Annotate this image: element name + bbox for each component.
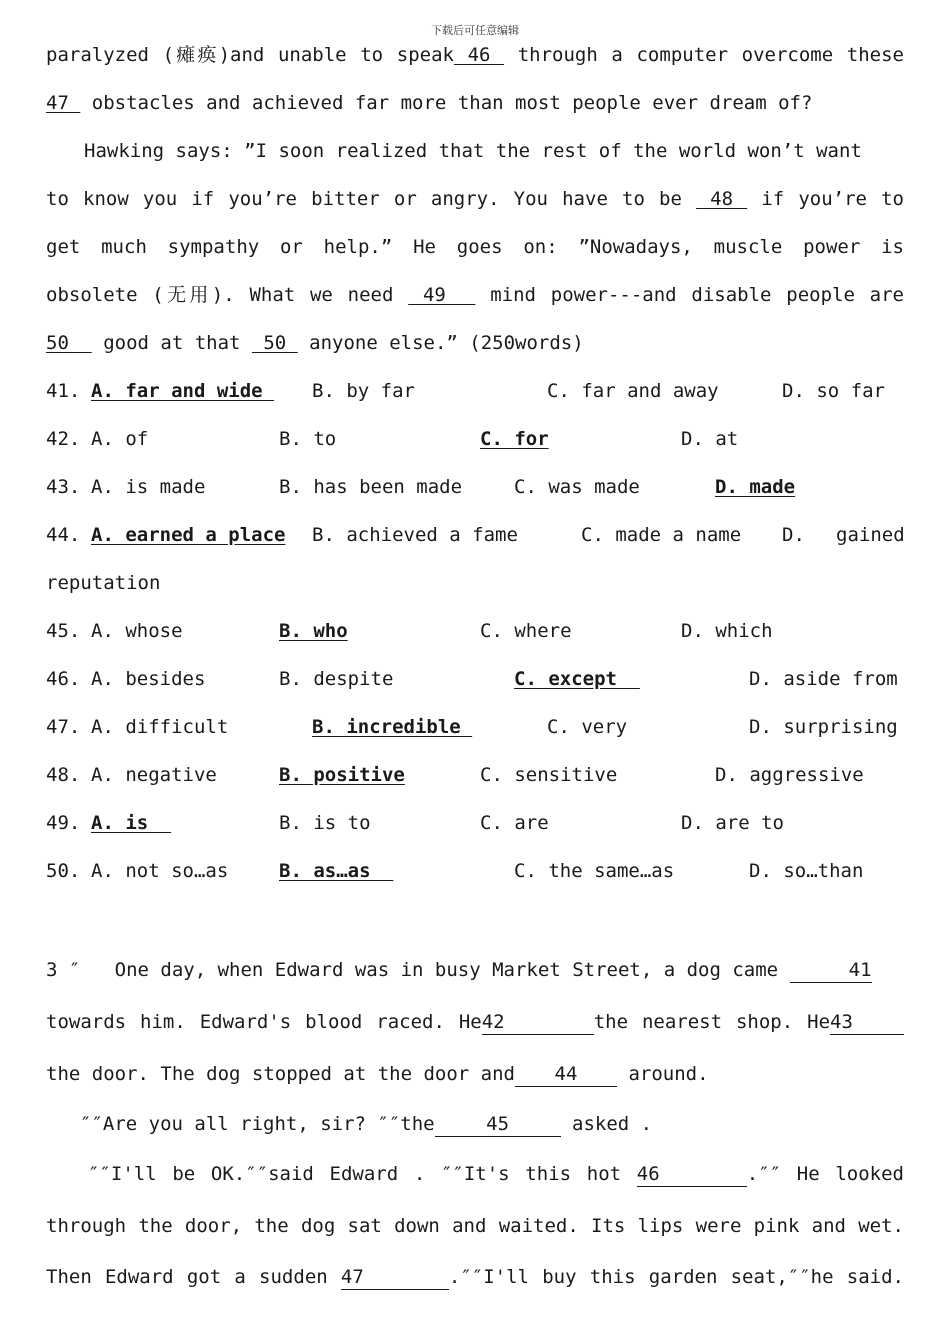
question-number: 43. — [46, 476, 81, 498]
passage-line: ″″Are you all right, sir? ″″the 45 asked . — [80, 1113, 653, 1135]
option-d-text: gained — [836, 524, 905, 546]
passage-line: to know you if you’re bitter or angry. You have to be 48 if you’re to — [46, 188, 904, 210]
option-b: B. to — [279, 428, 337, 450]
option-a: A. besides — [91, 668, 206, 690]
question-row — [46, 763, 904, 787]
blank-50: 50 — [251, 332, 298, 354]
option-b: B. as…as — [279, 860, 394, 882]
passage-line: Hawking says: ”I soon realized that the rest of the world won’t want — [84, 140, 862, 162]
question-row — [46, 859, 904, 883]
blank-43: 43 — [830, 1010, 904, 1035]
option-a: A. whose — [91, 620, 183, 642]
option-c: C. are — [480, 812, 549, 834]
option-d: D. so…than — [749, 860, 864, 882]
question-number: 48. — [46, 764, 81, 786]
option-d: D. aggressive — [715, 764, 864, 786]
blank-45: 45 — [435, 1112, 561, 1137]
option-a: A. of — [91, 428, 149, 450]
passage-line: 50 good at that 50 anyone else.” (250words) — [46, 332, 584, 354]
blank-46: 46 — [453, 44, 505, 66]
option-b: B. who — [279, 620, 348, 642]
question-row — [46, 715, 904, 739]
passage-line: 47 obstacles and achieved far more than most people ever dream of? — [46, 92, 813, 114]
option-c: C. made a name — [581, 524, 742, 546]
passage-line: obsolete (无用). What we need 49 mind power---and disable people are — [46, 284, 904, 306]
option-b: B. is to — [279, 812, 371, 834]
blank-50: 50 — [46, 332, 92, 354]
passage-line: paralyzed (瘫痪)and unable to speak 46 through a computer overcome these — [46, 44, 904, 66]
blank-48: 48 — [696, 188, 748, 210]
option-d: D. so far — [782, 380, 885, 402]
question-number: 41. — [46, 380, 81, 402]
question-row — [46, 427, 904, 451]
option-d: D. made — [715, 476, 796, 498]
option-c: C. the same…as — [514, 860, 675, 882]
option-b: B. positive — [279, 764, 405, 786]
option-a: A. not so…as — [91, 860, 229, 882]
option-c: C. for — [480, 428, 549, 450]
option-a: A. earned a place — [91, 524, 286, 546]
question-row — [46, 811, 904, 835]
question-row — [46, 379, 904, 403]
question-number: 42. — [46, 428, 81, 450]
passage-line: the door. The dog stopped at the door and 44 around. — [46, 1063, 709, 1085]
option-b: B. incredible — [312, 716, 473, 738]
blank-44: 44 — [515, 1062, 617, 1087]
question-row — [46, 475, 904, 499]
question-row — [46, 523, 904, 547]
option-d: D. aside from — [749, 668, 898, 690]
option-a: A. is — [91, 812, 172, 834]
option-b: B. achieved a fame — [312, 524, 518, 546]
option-c: C. was made — [514, 476, 640, 498]
blank-47: 47 — [46, 92, 81, 114]
question-number: 47. — [46, 716, 81, 738]
option-d: D. which — [681, 620, 773, 642]
blank-49: 49 — [408, 284, 476, 306]
passage-line: through the door, the dog sat down and waited. Its lips were pink and wet. — [46, 1215, 904, 1237]
question-continuation: reputation — [46, 572, 161, 594]
option-c: C. except — [514, 668, 640, 690]
passage-line: Then Edward got a sudden 47 .″″I'll buy this garden seat,″″he said. — [46, 1266, 904, 1288]
option-c: C. where — [480, 620, 572, 642]
question-row — [46, 619, 904, 643]
option-d: D. are to — [681, 812, 784, 834]
blank-41: 41 — [790, 958, 872, 983]
option-d: D. surprising — [749, 716, 898, 738]
question-number: 49. — [46, 812, 81, 834]
passage-line: towards him. Edward's blood raced. He42 the nearest shop. He43 — [46, 1010, 904, 1034]
option-a: A. far and wide — [91, 380, 275, 402]
option-b: B. by far — [312, 380, 415, 402]
question-row — [46, 667, 904, 691]
option-d: D. — [782, 524, 805, 546]
question-number: 50. — [46, 860, 81, 882]
blank-42: 42 — [482, 1010, 594, 1035]
option-b: B. has been made — [279, 476, 463, 498]
blank-47: 47 — [341, 1265, 449, 1290]
blank-46: 46 — [637, 1162, 747, 1187]
option-b: B. despite — [279, 668, 394, 690]
page-header: 下载后可任意编辑 — [431, 24, 519, 37]
option-c: C. far and away — [547, 380, 719, 402]
option-a: A. negative — [91, 764, 217, 786]
passage-line: get much sympathy or help.” He goes on: ”Nowadays, muscle power is — [46, 236, 904, 258]
option-d: D. at — [681, 428, 739, 450]
passage-line: 3 ″ One day, when Edward was in busy Market Street, a dog came 41 — [46, 959, 872, 981]
option-c: C. sensitive — [480, 764, 618, 786]
option-a: A. difficult — [91, 716, 229, 738]
option-c: C. very — [547, 716, 628, 738]
passage-line: ″″I'll be OK.″″said Edward . ″″It's this hot 46 .″″ He looked — [88, 1163, 904, 1185]
question-number: 45. — [46, 620, 81, 642]
option-a: A. is made — [91, 476, 206, 498]
question-number: 46. — [46, 668, 81, 690]
question-number: 44. — [46, 524, 81, 546]
